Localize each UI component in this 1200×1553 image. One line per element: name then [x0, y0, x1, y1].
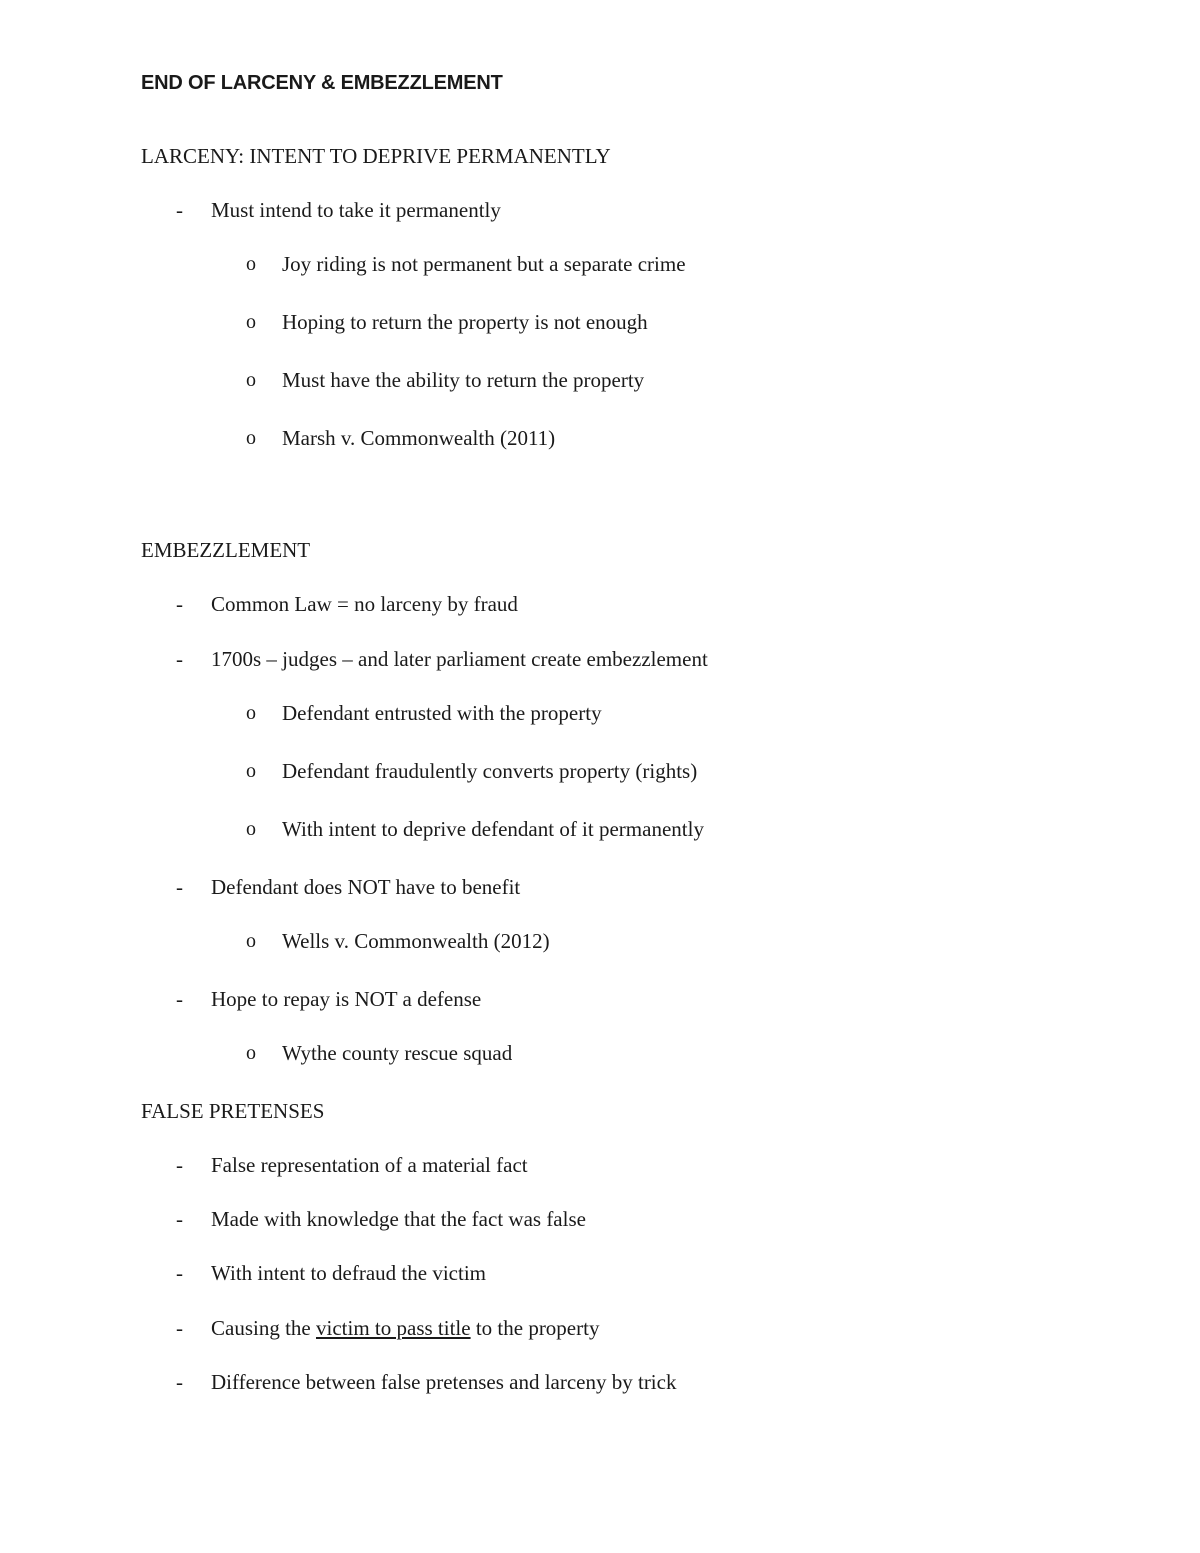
circle-bullet: o — [246, 253, 256, 275]
circle-bullet: o — [246, 1042, 256, 1064]
dash-bullet: - — [176, 875, 183, 899]
list-item — [211, 1316, 599, 1340]
sub-list-item: Defendant entrusted with the property — [282, 701, 602, 725]
dash-bullet: - — [176, 198, 183, 222]
sub-list-item: Wells v. Commonwealth (2012) — [282, 929, 550, 953]
dash-bullet: - — [176, 1370, 183, 1394]
circle-bullet: o — [246, 818, 256, 840]
sub-list-item: Wythe county rescue squad — [282, 1041, 513, 1065]
section-heading-false-pretenses: FALSE PRETENSES — [141, 1099, 325, 1123]
underlined-phrase: victim to pass title — [316, 1316, 471, 1340]
circle-bullet: o — [246, 702, 256, 724]
circle-bullet: o — [246, 311, 256, 333]
list-item: 1700s – judges – and later parliament create embezzlement — [211, 647, 708, 671]
dash-bullet: - — [176, 1207, 183, 1231]
circle-bullet: o — [246, 930, 256, 952]
list-item-suffix: to the property — [470, 1316, 600, 1340]
section-heading-embezzlement: EMBEZZLEMENT — [141, 538, 311, 562]
sub-list-item: Must have the ability to return the property — [282, 368, 645, 392]
dash-bullet: - — [176, 987, 183, 1011]
sub-list-item: Hoping to return the property is not enough — [282, 310, 648, 334]
sub-list-item: With intent to deprive defendant of it permanently — [282, 817, 704, 841]
list-item: With intent to defraud the victim — [211, 1261, 486, 1285]
list-item: Hope to repay is NOT a defense — [211, 987, 482, 1011]
list-item: False representation of a material fact — [211, 1153, 528, 1177]
section-heading-larceny: LARCENY: INTENT TO DEPRIVE PERMANENTLY — [141, 144, 611, 168]
list-item: Made with knowledge that the fact was false — [211, 1207, 586, 1231]
dash-bullet: - — [176, 592, 183, 616]
sub-list-item: Joy riding is not permanent but a separate crime — [282, 252, 686, 276]
dash-bullet: - — [176, 647, 183, 671]
dash-bullet: - — [176, 1153, 183, 1177]
sub-list-item: Defendant fraudulently converts property (rights) — [282, 759, 698, 783]
list-item-prefix: Causing the — [211, 1316, 316, 1340]
circle-bullet: o — [246, 427, 256, 449]
circle-bullet: o — [246, 369, 256, 391]
page-title: END OF LARCENY & EMBEZZLEMENT — [141, 72, 503, 94]
list-item: Difference between false pretenses and larceny by trick — [211, 1370, 677, 1394]
list-item: Common Law = no larceny by fraud — [211, 592, 518, 616]
list-item: Must intend to take it permanently — [211, 198, 501, 222]
list-item: Defendant does NOT have to benefit — [211, 875, 521, 899]
dash-bullet: - — [176, 1261, 183, 1285]
dash-bullet: - — [176, 1316, 183, 1340]
circle-bullet: o — [246, 760, 256, 782]
sub-list-item: Marsh v. Commonwealth (2011) — [282, 426, 556, 450]
